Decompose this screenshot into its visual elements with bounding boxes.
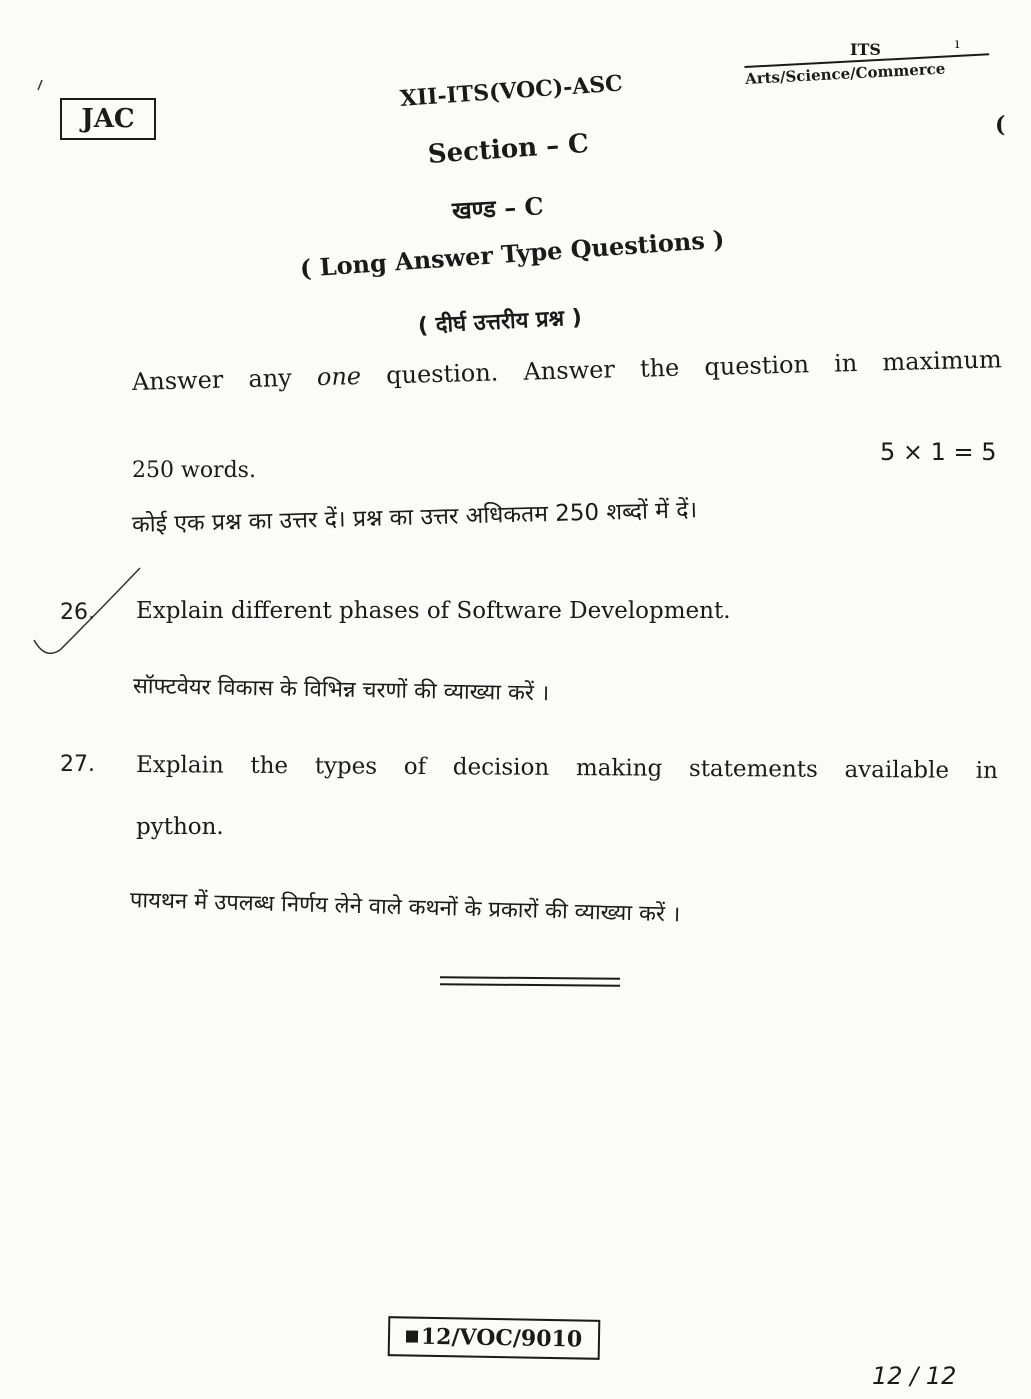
instructions-line: Answer any one question. Answer the question in maximum <box>131 345 1003 396</box>
jac-label: JAC <box>81 104 135 134</box>
section-title: Section – C <box>426 128 590 170</box>
streams-label: Arts/Science/Commerce <box>744 53 990 88</box>
section-title-hindi: खण्ड – C <box>451 191 545 225</box>
question-text-hindi: पायथन में उपलब्ध निर्णय लेने वाले कथनों के प्रकारों की व्याख्या करें । <box>129 888 681 928</box>
margin-mark: ( <box>995 112 1006 138</box>
pen-tick-mark <box>34 568 140 653</box>
question-type: ( Long Answer Type Questions ) <box>298 224 726 283</box>
marks-allocation: 5 × 1 = 5 <box>880 438 997 466</box>
question-number: 27. <box>60 752 95 777</box>
question-text: Explain different phases of Software Development. <box>136 598 731 624</box>
footer-code: 12/VOC/9010 <box>420 1323 583 1353</box>
question-type-hindi: ( दीर्घ उत्तरीय प्रश्न ) <box>417 305 583 339</box>
instructions-line-2: 250 words. <box>132 458 256 483</box>
tick-mark: ı <box>955 36 960 52</box>
instructions-hindi: कोई एक प्रश्न का उत्तर दें। प्रश्न का उत्तर अधिकतम 250 शब्दों में दें। <box>131 497 698 538</box>
page-number: 12 / 12 <box>872 1362 957 1390</box>
subject-code: ITS <box>850 40 881 59</box>
question-number: 26. <box>60 600 95 625</box>
question-text-hindi: सॉफ्टवेयर विकास के विभिन्न चरणों की व्याख्या करें । <box>132 674 550 707</box>
paper-code: XII-ITS(VOC)-ASC <box>399 70 624 112</box>
question-text: Explain the types of decision making statements available in <box>135 752 998 785</box>
pen-stroke-mark <box>38 80 42 90</box>
question-text-line-2: python. <box>136 814 224 840</box>
